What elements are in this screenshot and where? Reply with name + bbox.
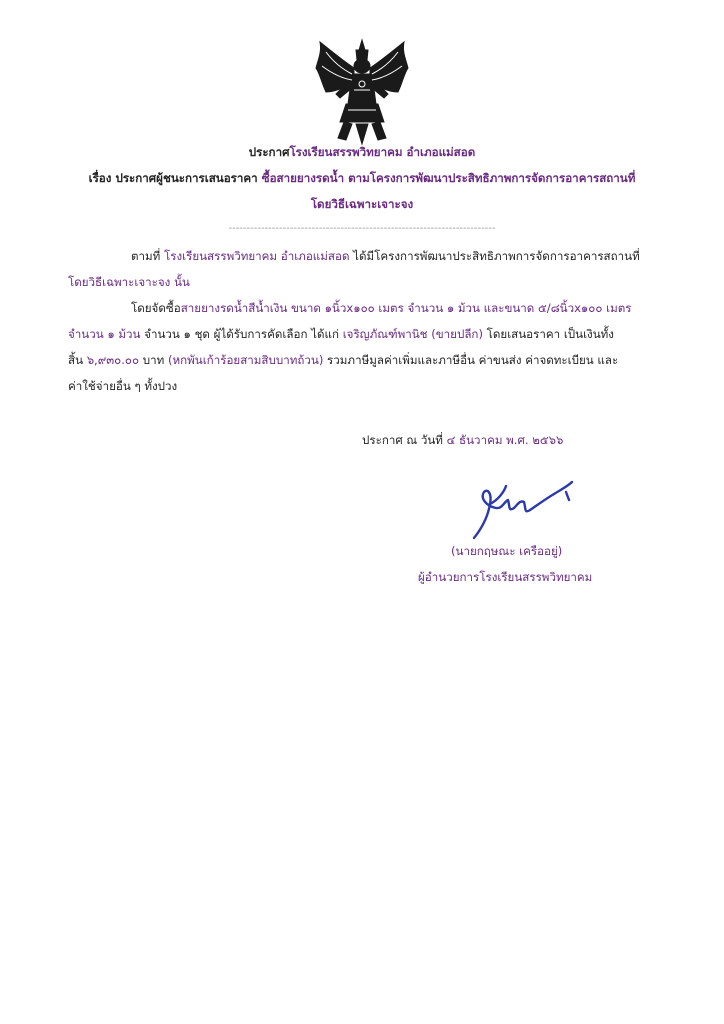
- p2-qty: จำนวน ๑ ม้วน: [68, 327, 141, 341]
- p1-school: โรงเรียนสรรพวิทยาคม อำเภอแม่สอด: [164, 249, 350, 263]
- p2-text-a: โดยจัดซื้อ: [131, 301, 181, 315]
- date-value: ๔ ธันวาคม พ.ศ. ๒๕๖๖: [446, 433, 564, 447]
- paragraph-2-line-2: [68, 328, 614, 342]
- paragraph-2-line-1: [131, 302, 632, 316]
- p2-text-b: จำนวน ๑ ชุด ผู้ได้รับการคัดเลือก ได้แก่: [140, 327, 343, 341]
- signer-name: (นายกฤษณะ เครืออยู่): [451, 544, 563, 558]
- paragraph-1-line-2: โดยวิธีเฉพาะเจาะจง นั้น: [68, 275, 190, 289]
- p2-item: สายยางรดน้ำสีน้ำเงิน ขนาด ๑นิ้วx๑๐๐ เมตร จำนวน ๑ ม้วน และขนาด ๕/๘นิ้วx๑๐๐ เมตร: [180, 301, 632, 315]
- p1-text-a: ตามที่: [131, 249, 165, 263]
- subject-highlight: ซื้อสายยางรดน้ำ ตามโครงการพัฒนาประสิทธิภาพการจัดการอาคารสถานที่: [261, 171, 636, 185]
- subject-prefix: เรื่อง ประกาศผู้ชนะการเสนอราคา: [88, 171, 258, 185]
- p2-text-e: สิ้น: [68, 353, 87, 367]
- p2-currency: บาท: [139, 353, 168, 367]
- announcement-date: [362, 434, 563, 448]
- subject-method: โดยวิธีเฉพาะเจาะจง: [310, 197, 414, 211]
- p2-text-f: รวมภาษีมูลค่าเพิ่มและภาษีอื่น ค่าขนส่ง ค่าจดทะเบียน และ: [323, 353, 619, 367]
- signature: [468, 478, 578, 540]
- paragraph-2-line-3: [68, 354, 618, 368]
- p1-text-c: ได้มีโครงการพัฒนาประสิทธิภาพการจัดการอาคารสถานที่: [349, 249, 640, 263]
- title-school: โรงเรียนสรรพวิทยาคม อำเภอแม่สอด: [289, 145, 476, 159]
- date-prefix: ประกาศ ณ วันที่: [362, 433, 447, 447]
- divider: --------------------------------------------------------------------------: [228, 223, 496, 234]
- p2-text-d: โดยเสนอราคา เป็นเงินทั้ง: [482, 327, 614, 341]
- announcement-subject: [0, 172, 724, 186]
- title-prefix: ประกาศ: [248, 145, 290, 159]
- p2-amount-words: (หกพันเก้าร้อยสามสิบบาทถ้วน): [167, 353, 324, 367]
- paragraph-1-line-1: [131, 250, 640, 264]
- paragraph-2-line-4: ค่าใช้จ่ายอื่น ๆ ทั้งปวง: [68, 379, 178, 393]
- announcement-title: [0, 146, 724, 160]
- garuda-emblem-icon: [312, 38, 412, 146]
- p2-amount: ๖,๙๓๐.๐๐: [86, 353, 140, 367]
- p2-vendor: เจริญภัณฑ์พานิช (ขายปลีก): [342, 327, 483, 341]
- signer-title: ผู้อำนวยการโรงเรียนสรรพวิทยาคม: [418, 570, 593, 584]
